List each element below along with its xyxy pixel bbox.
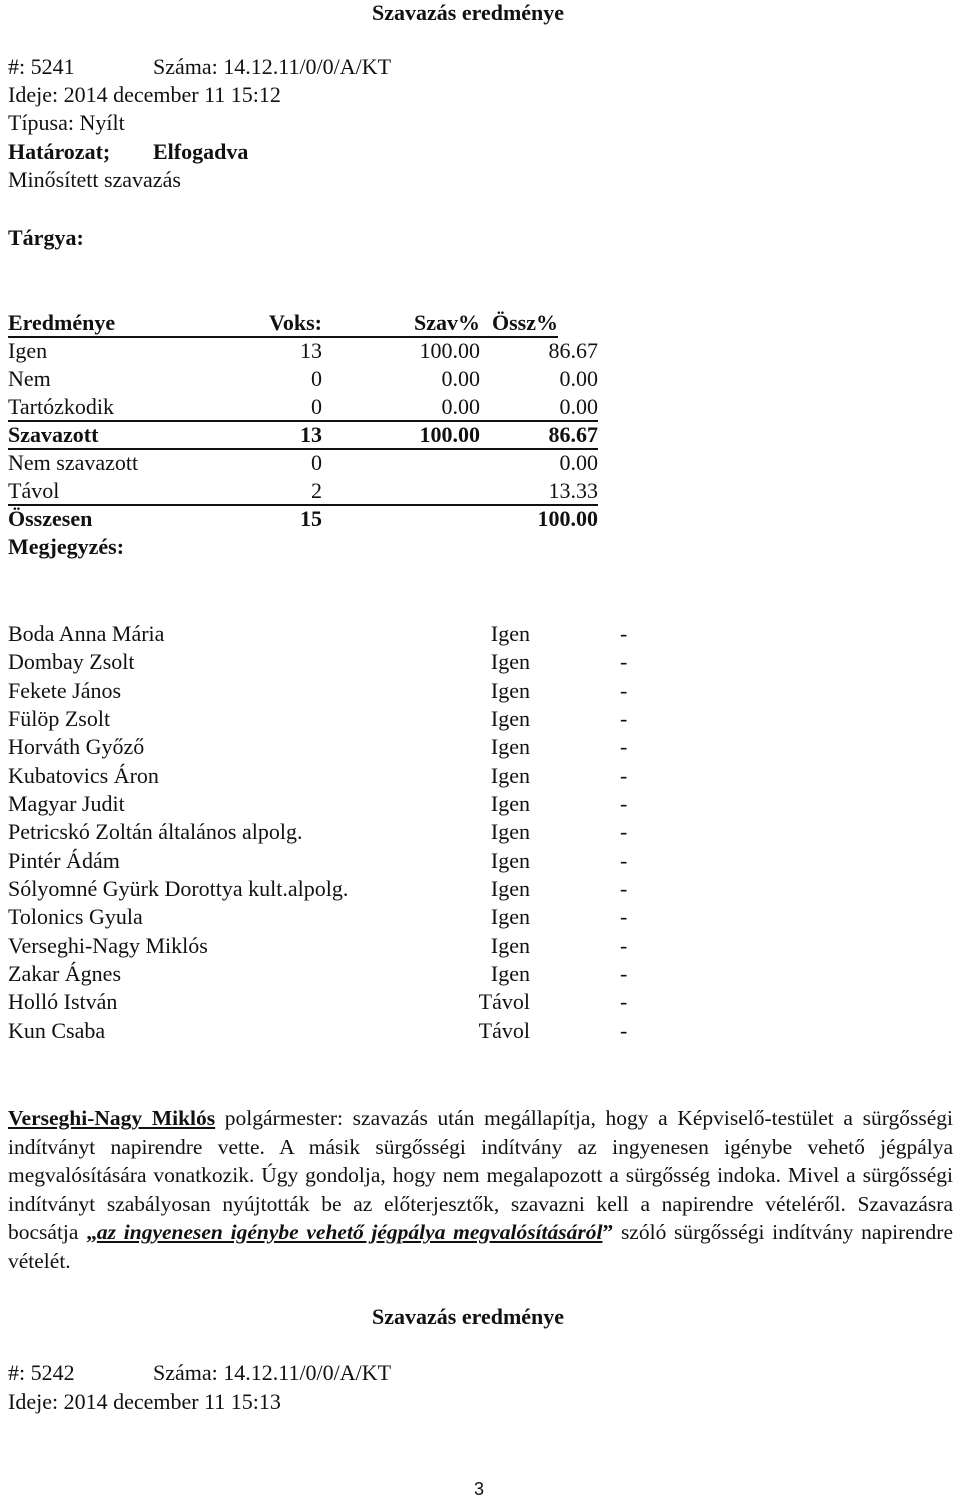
row-szav: 0.00 bbox=[441, 394, 480, 419]
voter-dash: - bbox=[620, 848, 628, 873]
voter-dash: - bbox=[620, 734, 628, 759]
voter-dash: - bbox=[620, 961, 628, 986]
voter-dash: - bbox=[620, 706, 628, 731]
list-item bbox=[8, 960, 648, 988]
quote-close: ” bbox=[602, 1220, 614, 1244]
note-label: Megjegyzés: bbox=[8, 534, 125, 559]
voter-dash: - bbox=[620, 678, 628, 703]
voter-vote: Igen bbox=[490, 734, 530, 759]
voter-vote: Távol bbox=[478, 989, 530, 1014]
voter-name: Horváth Győző bbox=[8, 734, 145, 759]
row-voks: 2 bbox=[311, 478, 322, 503]
row-szav: 100.00 bbox=[419, 422, 480, 447]
vote-time: Ideje: 2014 december 11 15:12 bbox=[8, 82, 281, 107]
voter-name: Tolonics Gyula bbox=[8, 904, 143, 929]
list-item bbox=[8, 903, 648, 931]
vote-time-2: Ideje: 2014 december 11 15:13 bbox=[8, 1389, 281, 1414]
voter-vote: Igen bbox=[490, 678, 530, 703]
voter-name: Fülöp Zsolt bbox=[8, 706, 111, 731]
voter-vote: Igen bbox=[490, 961, 530, 986]
row-label: Távol bbox=[8, 478, 60, 503]
row-label: Nem szavazott bbox=[8, 450, 139, 475]
note-row bbox=[8, 533, 598, 561]
voter-vote: Igen bbox=[490, 706, 530, 731]
vote-id: #: 5241 bbox=[8, 54, 75, 79]
header-result: Eredménye bbox=[8, 310, 116, 335]
table-row bbox=[8, 449, 598, 477]
voter-dash: - bbox=[620, 621, 628, 646]
voter-vote: Igen bbox=[490, 649, 530, 674]
vote-type: Típusa: Nyílt bbox=[8, 110, 125, 135]
vote-number: Száma: 14.12.11/0/0/A/KT bbox=[153, 54, 392, 79]
decision-label: Határozat; bbox=[8, 139, 111, 164]
results-header-row bbox=[8, 309, 598, 337]
voter-vote: Igen bbox=[490, 933, 530, 958]
voter-dash: - bbox=[620, 763, 628, 788]
row-ossz: 100.00 bbox=[537, 506, 598, 531]
row-szav: 0.00 bbox=[441, 366, 480, 391]
voter-name: Dombay Zsolt bbox=[8, 649, 135, 674]
row-ossz: 13.33 bbox=[548, 478, 598, 503]
voter-vote: Igen bbox=[490, 791, 530, 816]
voter-name: Sólyomné Gyürk Dorottya kult.alpolg. bbox=[8, 876, 349, 901]
row-label: Nem bbox=[8, 366, 51, 391]
voter-name: Pintér Ádám bbox=[8, 848, 120, 873]
decision-value: Elfogadva bbox=[153, 139, 249, 164]
row-label: Tartózkodik bbox=[8, 394, 114, 419]
row-ossz: 0.00 bbox=[559, 450, 598, 475]
vote-number-2: Száma: 14.12.11/0/0/A/KT bbox=[153, 1360, 392, 1385]
paragraph-text-1: polgármester: szavazás után megállapítja, hogy a Képviselő-testület a sürgősségi indítványt napirendre vette. A másik sürgősségi indítvány az ingyenesen igénybe vehető jégpálya megvalósítására vonatkozik. Úgy gondolja, hogy nem megalapozott a sürgősség indoka. Mivel a sürgősségi indítványt szabályosan nyújtották be az előterjesztők, szavazni kell a napirendre vételéről. Szavazásra bocsátja bbox=[8, 1106, 953, 1244]
row-voks: 0 bbox=[311, 394, 322, 419]
speaker-name: Verseghi-Nagy Miklós bbox=[8, 1106, 216, 1130]
table-row bbox=[8, 421, 598, 449]
section-heading: Szavazás eredménye bbox=[372, 0, 565, 25]
row-voks: 15 bbox=[300, 506, 322, 531]
paragraph-text-2: szóló sürgősségi indítvány napirendre vételét. bbox=[8, 1220, 953, 1273]
row-ossz: 86.67 bbox=[548, 338, 598, 363]
header-ossz: Össz% bbox=[492, 310, 558, 335]
row-voks: 0 bbox=[311, 450, 322, 475]
voter-name: Holló István bbox=[8, 989, 118, 1014]
row-label: Igen bbox=[8, 338, 48, 363]
voter-vote: Távol bbox=[478, 1018, 530, 1043]
row-ossz: 86.67 bbox=[548, 422, 598, 447]
header-voks: Voks: bbox=[269, 310, 322, 335]
table-row bbox=[8, 505, 598, 533]
voter-name: Kubatovics Áron bbox=[8, 763, 159, 788]
voter-dash: - bbox=[620, 933, 628, 958]
voter-dash: - bbox=[620, 649, 628, 674]
list-item bbox=[8, 847, 648, 875]
list-item bbox=[8, 620, 648, 648]
list-item bbox=[8, 1017, 648, 1045]
voter-name: Fekete János bbox=[8, 678, 122, 703]
header-szav: Szav% bbox=[414, 310, 480, 335]
row-voks: 13 bbox=[300, 422, 322, 447]
row-ossz: 0.00 bbox=[559, 394, 598, 419]
voter-vote: Igen bbox=[490, 848, 530, 873]
vote-id-2: #: 5242 bbox=[8, 1360, 75, 1385]
list-item bbox=[8, 677, 648, 705]
list-item bbox=[8, 818, 648, 846]
section-heading-2: Szavazás eredménye bbox=[372, 1304, 565, 1329]
table-row bbox=[8, 365, 598, 393]
voter-name: Boda Anna Mária bbox=[8, 621, 165, 646]
list-item bbox=[8, 705, 648, 733]
voter-vote: Igen bbox=[490, 819, 530, 844]
table-row bbox=[8, 337, 598, 365]
voter-dash: - bbox=[620, 1018, 628, 1043]
page-number: 3 bbox=[474, 1479, 485, 1499]
voter-name: Verseghi-Nagy Miklós bbox=[8, 933, 208, 958]
table-row bbox=[8, 393, 598, 421]
row-voks: 0 bbox=[311, 366, 322, 391]
list-item bbox=[8, 733, 648, 761]
quote-open: „ bbox=[86, 1220, 97, 1244]
voter-vote: Igen bbox=[490, 904, 530, 929]
table-row bbox=[8, 477, 598, 505]
voter-vote: Igen bbox=[490, 876, 530, 901]
voter-dash: - bbox=[620, 819, 628, 844]
voter-name: Petricskó Zoltán általános alpolg. bbox=[8, 819, 303, 844]
quoted-title: az ingyenesen igénybe vehető jégpálya megvalósításáról bbox=[96, 1220, 603, 1244]
voter-vote: Igen bbox=[490, 763, 530, 788]
row-szav: 100.00 bbox=[419, 338, 480, 363]
results-table bbox=[8, 309, 598, 571]
minutes-paragraph bbox=[8, 1104, 953, 1275]
qualified-vote: Minősített szavazás bbox=[8, 167, 181, 192]
list-item bbox=[8, 875, 648, 903]
voter-dash: - bbox=[620, 876, 628, 901]
voter-name: Zakar Ágnes bbox=[8, 961, 122, 986]
row-ossz: 0.00 bbox=[559, 366, 598, 391]
voter-dash: - bbox=[620, 791, 628, 816]
voter-dash: - bbox=[620, 989, 628, 1014]
voter-dash: - bbox=[620, 904, 628, 929]
voter-name: Kun Csaba bbox=[8, 1018, 106, 1043]
row-label: Összesen bbox=[8, 506, 93, 531]
voter-name: Magyar Judit bbox=[8, 791, 125, 816]
subject-label: Tárgya: bbox=[8, 225, 84, 250]
list-item bbox=[8, 790, 648, 818]
row-label: Szavazott bbox=[8, 422, 99, 447]
list-item bbox=[8, 932, 648, 960]
voter-vote: Igen bbox=[490, 621, 530, 646]
list-item bbox=[8, 988, 648, 1016]
list-item bbox=[8, 648, 648, 676]
list-item bbox=[8, 762, 648, 790]
row-voks: 13 bbox=[300, 338, 322, 363]
